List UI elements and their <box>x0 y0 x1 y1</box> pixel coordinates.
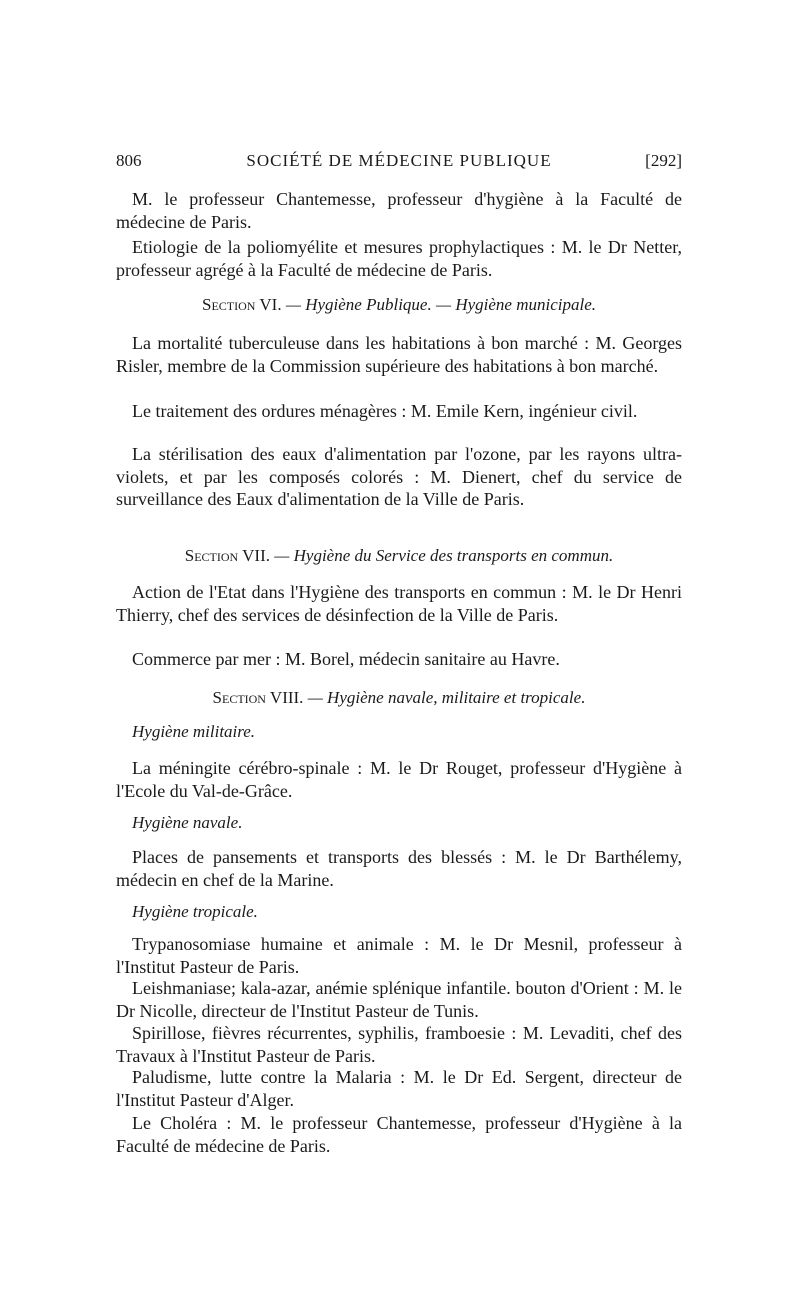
paragraph: Le traitement des ordures ménagères : M. Emile Kern, ingénieur civil. <box>132 401 638 421</box>
paragraph: Paludisme, lutte contre la Malaria : M. le Dr Ed. Sergent, directeur de l'Institut Pasteur d'Alger. <box>116 1067 682 1110</box>
page-number: 806 <box>116 151 142 170</box>
subheading: Hygiène tropicale. <box>132 902 258 921</box>
subheading: Hygiène navale. <box>132 813 243 832</box>
paragraph: Etiologie de la poliomyélite et mesures prophylactiques : M. le Dr Netter, professeur agrégé à la Faculté de médecine de Paris. <box>116 237 682 280</box>
page-reference: [292] <box>645 151 682 170</box>
paragraph: Commerce par mer : M. Borel, médecin sanitaire au Havre. <box>132 649 560 669</box>
paragraph: Spirillose, fièvres récurrentes, syphilis, framboesie : M. Levaditi, chef des Travaux à l'Institut Pasteur de Paris. <box>116 1023 682 1066</box>
section-label: Section VI. <box>202 295 282 314</box>
page-header <box>116 151 682 177</box>
paragraph: Places de pansements et transports des blessés : M. le Dr Barthélemy, médecin en chef de la Marine. <box>116 847 682 890</box>
paragraph: Leishmaniase; kala-azar, anémie splénique infantile. bouton d'Orient : M. le Dr Nicolle, directeur de l'Institut Pasteur de Tunis. <box>116 978 682 1021</box>
subheading: Hygiène militaire. <box>132 722 256 741</box>
running-title: SOCIÉTÉ DE MÉDECINE PUBLIQUE <box>246 151 552 170</box>
paragraph: Trypanosomiase humaine et animale : M. le Dr Mesnil, professeur à l'Institut Pasteur de Paris. <box>116 934 682 977</box>
paragraph: Le Choléra : M. le professeur Chantemesse, professeur d'Hygiène à la Faculté de médecine de Paris. <box>116 1113 682 1156</box>
paragraph: La stérilisation des eaux d'alimentation par l'ozone, par les rayons ultra-violets, et par les composés colorés : M. Dienert, chef du service de surveillance des Eaux d'alimentation de la Ville de Paris. <box>116 444 682 509</box>
section-title: — Hygiène du Service des transports en commun. <box>274 546 614 565</box>
paragraph: M. le professeur Chantemesse, professeur d'hygiène à la Faculté de médecine de Paris. <box>116 189 682 232</box>
paragraph: La méningite cérébro-spinale : M. le Dr Rouget, professeur d'Hygiène à l'Ecole du Val-de-Grâce. <box>116 758 682 801</box>
section-title: — Hygiène Publique. — Hygiène municipale. <box>285 295 596 314</box>
section-heading <box>116 687 682 709</box>
section-label: Section VIII. <box>212 688 304 707</box>
section-label: Section VII. <box>184 546 270 565</box>
paragraph: La mortalité tuberculeuse dans les habitations à bon marché : M. Georges Risler, membre de la Commission supérieure des habitations à bon marché. <box>116 333 682 376</box>
section-title: — Hygiène navale, militaire et tropicale. <box>307 688 586 707</box>
section-heading <box>116 294 682 316</box>
section-heading <box>116 545 682 567</box>
paragraph: Action de l'Etat dans l'Hygiène des transports en commun : M. le Dr Henri Thierry, chef des services de désinfection de la Ville de Paris. <box>116 582 682 625</box>
